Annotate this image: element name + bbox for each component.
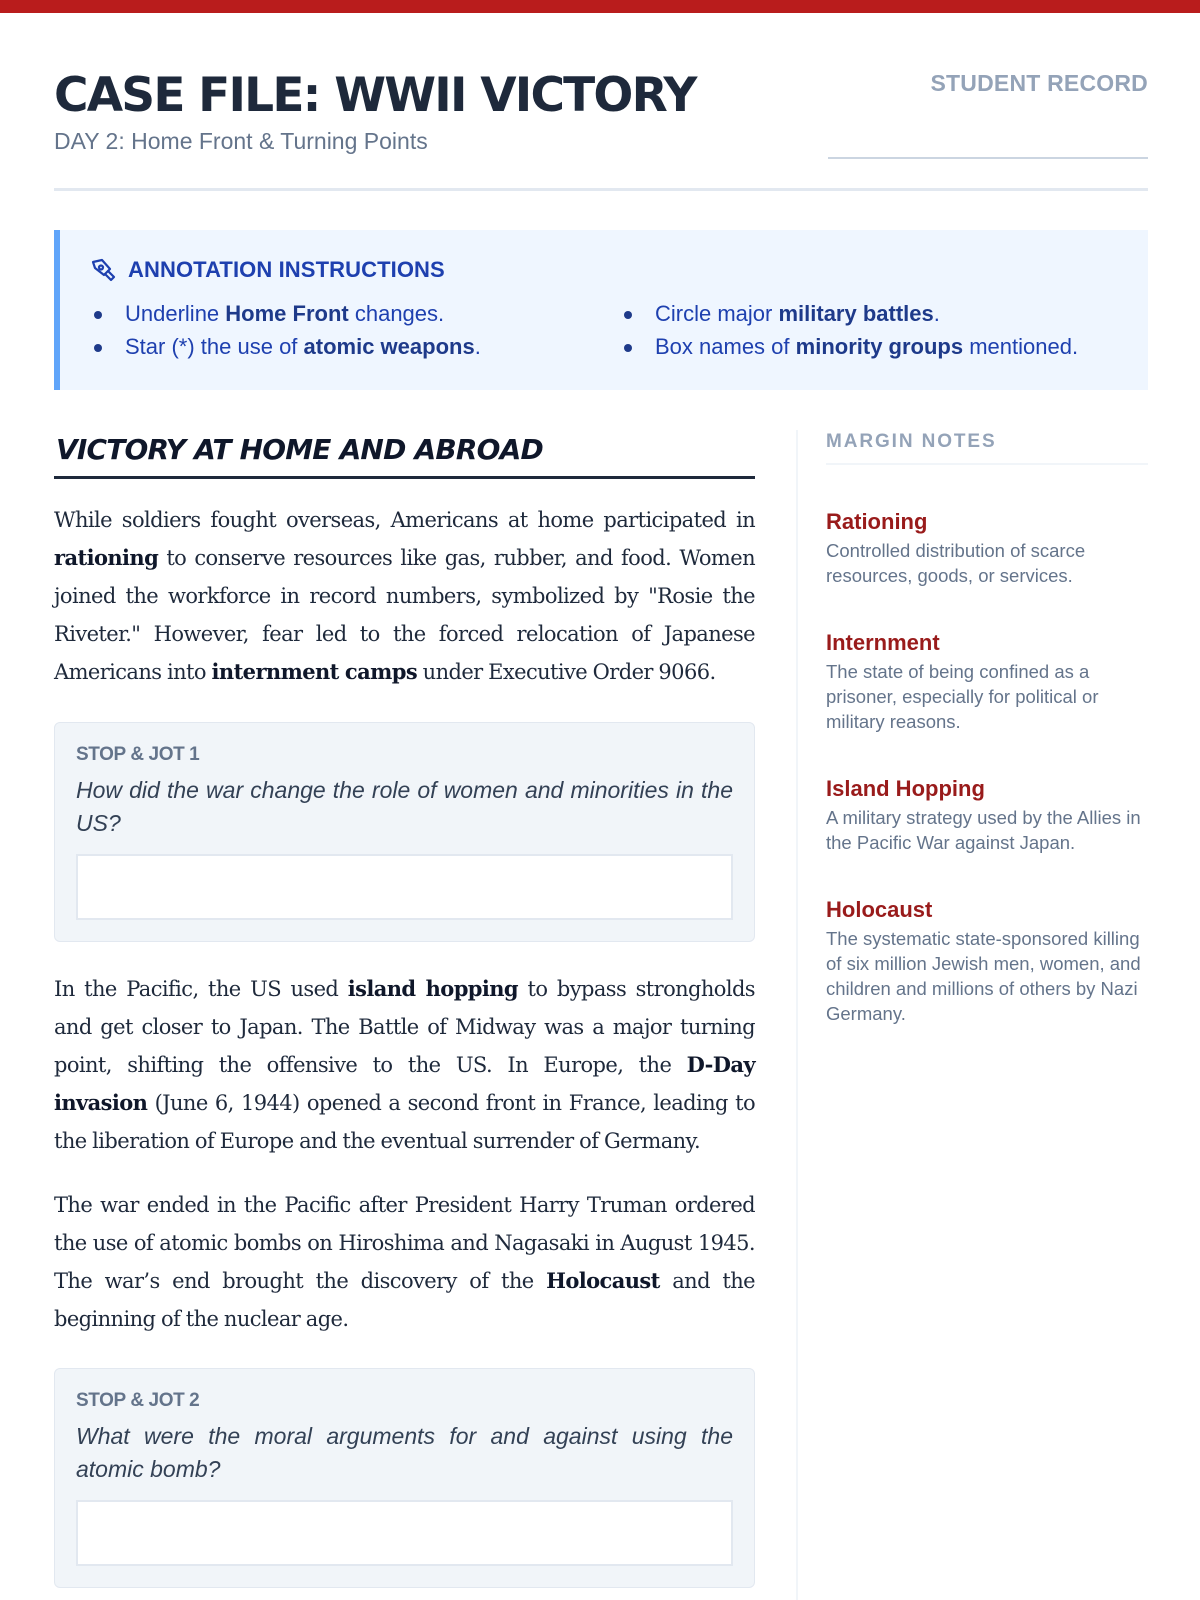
- instructions-heading: [90, 257, 445, 283]
- margin-note: [826, 628, 1148, 734]
- instruction-item: Box names of minority groups mentioned.: [620, 330, 1078, 363]
- jot-label: STOP & JOT 2: [76, 1390, 200, 1411]
- note-definition: Controlled distribution of scarce resources, goods, or services.: [826, 540, 1086, 586]
- jot-answer-input[interactable]: [76, 1500, 733, 1566]
- jot-question: What were the moral arguments for and against using the atomic bomb?: [76, 1423, 733, 1482]
- note-definition: The state of being confined as a prisoner, especially for political or military reasons.: [826, 661, 1099, 732]
- note-term: Internment: [826, 630, 940, 655]
- top-accent-bar: [0, 0, 1200, 13]
- reading-column: [54, 430, 755, 1588]
- instruction-item: Star (*) the use of atomic weapons.: [90, 330, 481, 363]
- jot-label: STOP & JOT 1: [76, 744, 200, 765]
- page-header: [54, 60, 1148, 190]
- note-definition: A military strategy used by the Allies in the Pacific War against Japan.: [826, 807, 1141, 853]
- jot-question: How did the war change the role of women and minorities in the US?: [76, 777, 733, 836]
- note-term: Holocaust: [826, 897, 933, 922]
- instructions-list-left: [90, 297, 481, 363]
- instructions-title: ANNOTATION INSTRUCTIONS: [128, 257, 445, 282]
- page-title: CASE FILE: WWII VICTORY: [54, 68, 696, 123]
- reading-paragraph: While soldiers fought overseas, Americans at home participated in rationing to conserve resources like gas, rubber, and food. Women joined the workforce in record numbers, symbolized by "Rosie the Riveter." However, fear led to the forced relocation of Japanese Americans into internment camps under Executive Order 9066.: [54, 508, 755, 684]
- header-divider: [54, 188, 1148, 191]
- instruction-item: Underline Home Front changes.: [90, 297, 481, 330]
- section-title: VICTORY AT HOME AND ABROAD: [54, 430, 755, 479]
- instructions-list-right: [620, 297, 1078, 363]
- sidebar-divider: [796, 430, 798, 1600]
- pen-nib-icon: [90, 258, 116, 282]
- stop-and-jot-1: [54, 722, 755, 942]
- margin-note: [826, 507, 1148, 588]
- student-record-label: STUDENT RECORD: [930, 70, 1148, 96]
- instruction-item: Circle major military battles.: [620, 297, 1078, 330]
- margin-note: [826, 895, 1148, 1026]
- margin-note: [826, 774, 1148, 855]
- note-term: Rationing: [826, 509, 928, 534]
- reading-paragraph: In the Pacific, the US used island hopping to bypass strongholds and get closer to Japan. The Battle of Midway was a major turning point, shifting the offensive to the US. In Europe, the D-Day invasion (June 6, 1944) opened a second front in France, leading to the liberation of Europe and the eventual surrender of Germany.: [54, 976, 755, 1153]
- stop-and-jot-2: [54, 1368, 755, 1588]
- jot-answer-input[interactable]: [76, 854, 733, 920]
- page-subtitle: DAY 2: Home Front & Turning Points: [54, 128, 428, 154]
- margin-notes-heading: MARGIN NOTES: [826, 430, 1148, 465]
- margin-notes: [826, 430, 1148, 1026]
- note-definition: The systematic state-sponsored killing of six million Jewish men, women, and children and millions of others by Nazi Germany.: [826, 928, 1141, 1024]
- annotation-instructions: [54, 230, 1148, 390]
- student-name-line[interactable]: [828, 157, 1148, 159]
- reading-paragraph: The war ended in the Pacific after President Harry Truman ordered the use of atomic bombs on Hiroshima and Nagasaki in August 1945. The war’s end brought the discovery of the Holocaust and the beginning of the nuclear age.: [54, 1193, 756, 1331]
- note-term: Island Hopping: [826, 776, 985, 801]
